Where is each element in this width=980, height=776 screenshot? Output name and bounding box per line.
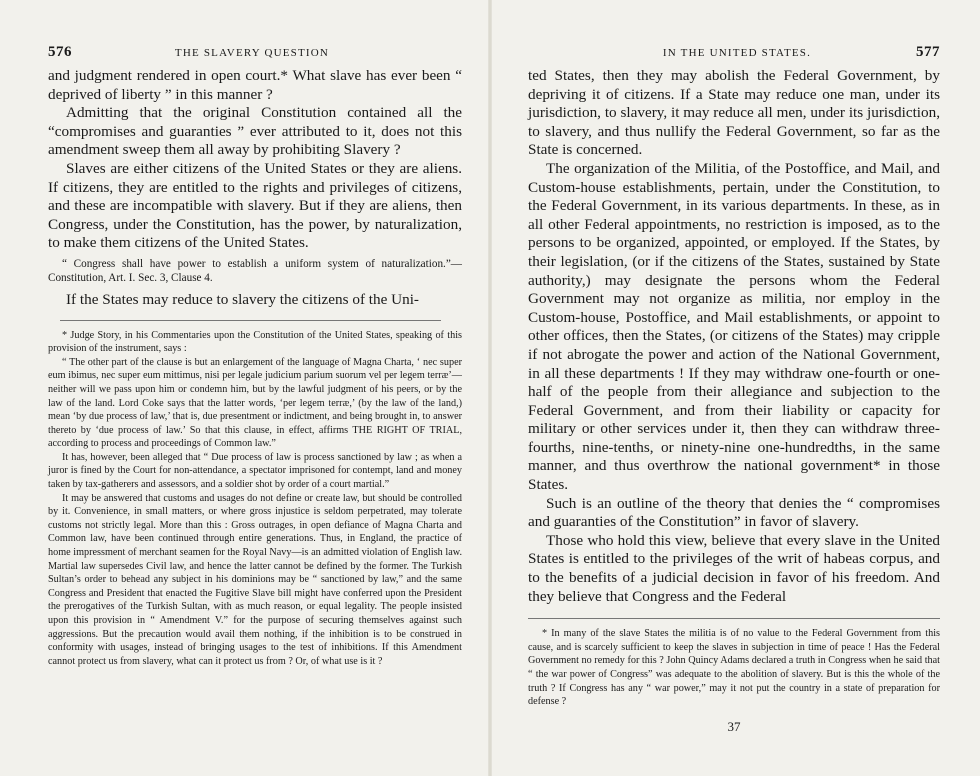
right-page bbox=[490, 0, 980, 776]
footnote-paragraph: * Judge Story, in his Commentaries upon the Constitution of the United States, speaking of this provision of the instrument, says : bbox=[48, 329, 462, 355]
footnote-paragraph: It may be answered that customs and usages do not define or create law, but should be controlled by it. Convenience, in small matters, or where gross injustice is seldom perpetrated, may tolerate customs not strictly legal. More than this : Gross outrages, in open defiance of Magna Charta and Common law, have been continued through entire generations. Thus, in England, the practice of home impressment of merchant seamen for the Royal Navy—is an admitted violation of English law. Martial law supersedes Civil law, and hence the latter cannot be defined by the former. The Turkish Sultan’s order to behead any subject in his dominions may be “ sanctioned by law,” and the same Congress and President that enacted the Fugitive Slave bill might have conferred upon the President the prerogatives of the Turkish Sultan, with as much reason, or equal legality. The people insisted upon this provision in “ Amendment V.” for the purpose of securing themselves against such aggressions. But the precaution would avail them nothing, if the inhibition is to be construed in conformity with usages, instead of bringing usages to the test of inhibitions. If this Amendment cannot protect us from slavery, what can it protect us from ? Or, of what use is it ? bbox=[48, 492, 462, 667]
left-page-header bbox=[48, 44, 462, 61]
left-paragraph: If the States may reduce to slavery the citizens of the Uni- bbox=[66, 290, 419, 308]
constitution-quote: “ Congress shall have power to establish a uniform system of naturalization.”—Constitution, Art. I. Sec. 3, Clause 4. bbox=[48, 257, 462, 284]
left-paragraph: and judgment rendered in open court.* What slave has ever been “ deprived of liberty ” in this manner ? bbox=[48, 67, 462, 103]
left-paragraph: Admitting that the original Constitution contained all the “compromises and guaranties ” ever attributed to it, does not this amendment sweep them all away by prohibiting Slavery ? bbox=[48, 104, 462, 159]
right-paragraph: Those who hold this view, believe that every slave in the United States is entitled to the privileges of the writ of habeas corpus, and to the benefits of a judicial decision in favor of his freedom. And they believe that Congress and the Federal bbox=[528, 531, 940, 605]
left-footnotes bbox=[48, 329, 462, 669]
footnote-paragraph: It has, however, been alleged that “ Due process of law is process sanctioned by law ; as when a juror is fined by the Court for non-attendance, a spectator imprisoned for contempt, land and money taken by tax-gatherers and assessors, and a soldier shot by order of a court martial.” bbox=[48, 451, 462, 491]
signature-mark: 37 bbox=[727, 718, 741, 734]
left-running-head: THE SLAVERY QUESTION bbox=[174, 47, 330, 59]
right-paragraph: ted States, then they may abolish the Federal Government, by depriving it of citizens. If a State may reduce one man, under its jurisdiction, to slavery, it may reduce all men, under its jurisdiction, to slavery, and thus nullify the Federal Government, so far as the State is concerned. bbox=[528, 67, 940, 159]
right-paragraph: The organization of the Militia, of the Postoffice, and Mail, and Custom-house establishments, pertain, under the Constitution, to the Federal Government, in its various departments. In these, as in all other Federal appointments, no restriction is imposed, as to the persons to be organized, appointed, or employed. If the States, by their legislation, (or if the citizens of the States, sustained by State authority,) may designate the persons whom the Federal Government may not organize as militia, nor employ in the Custom-house, Postoffice, and Mail establishments, or appoint to other offices, then the States, (or citizens of the States) may cripple if not abrogate the power and action of the National Government, in all these departments ! If they may withdraw one-fourth or one-half of the people from their allegiance and subjection to the Federal Government, and from their liability or capacity for military or other services under it, then they can withdraw three-fourths, nine-tenths, or ninety-nine one-hundredths, in the same manner, and thus overthrow the national government* in those States. bbox=[528, 159, 940, 494]
footnote-divider bbox=[60, 320, 441, 321]
right-paragraph: Such is an outline of the theory that denies the “ compromises and guaranties of the Constitution” in favor of slavery. bbox=[528, 494, 940, 531]
footnote-paragraph: “ The other part of the clause is but an enlargement of the language of Magna Charta, ‘ nec super eum ibimus, nec super eum mittimus, nisi per legale judicium parium suorum vel per legem terræ’—neither will we pass upon him or condemn him, but by the lawful judgment of his peers, or by the law of the land. Lord Coke says that the latter words, ‘per legem terræ,’ (by the law of the land,) mean ‘by due process of law,’ that is, due presentment or indictment, and being brought in, to answer thereto by ‘due process of law.’ So that this clause, in effect, affirms THE RIGHT OF TRIAL, according to process and proceedings of Common law.” bbox=[48, 356, 462, 450]
right-body-text bbox=[528, 67, 940, 606]
right-running-head: IN THE UNITED STATES. bbox=[662, 47, 812, 59]
footnote-paragraph: * In many of the slave States the militia is of no value to the Federal Government from this cause, and is scarcely sufficient to keep the slaves in subjection in time of peace ! Has the Federal Government no remedy for this ? John Quincy Adams declared a truth in Congress when he said that “ the war power of Congress” was adequate to the abolition of slavery. But is this the whole of the truth ? If Congress has any “ war power,” may it not put the country in a state of preparation for defense ? bbox=[528, 628, 940, 708]
right-page-number: 577 bbox=[915, 44, 940, 60]
left-body-text bbox=[48, 67, 462, 310]
left-paragraph: Slaves are either citizens of the United States or they are aliens. If citizens, they are entitled to the rights and privileges of citizens, and these are incompatible with slavery. But if they are aliens, then Congress, under the Constitution, has the power, by naturalization, to make them citizens of the United States. bbox=[48, 159, 462, 252]
left-page-number: 576 bbox=[48, 44, 72, 60]
footnote-divider bbox=[528, 618, 940, 619]
right-footnotes bbox=[528, 627, 940, 709]
right-page-header bbox=[528, 44, 940, 61]
